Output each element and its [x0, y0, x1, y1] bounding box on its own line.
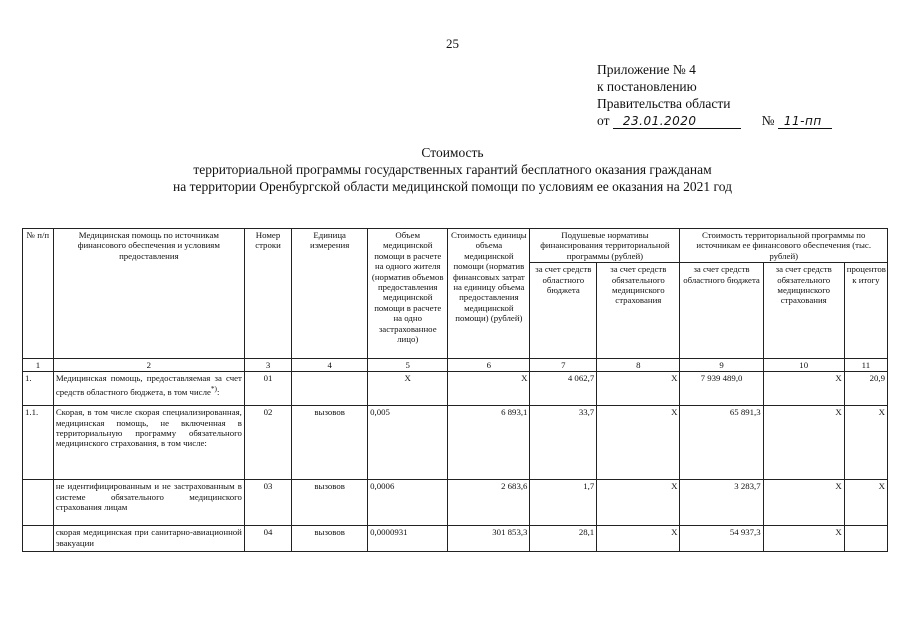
col-number: 7: [530, 359, 597, 372]
cell-total-oms: X: [763, 480, 844, 526]
header-row-1: [23, 229, 888, 263]
title-line-2: территориальной программы государственных гарантий бесплатного оказания гражданам: [193, 162, 712, 177]
header-per-capita: Подушевые нормативы финансирования территориальной программы (рублей): [530, 229, 680, 263]
cell-total-budget: 3 283,7: [680, 480, 763, 526]
col-number: 3: [244, 359, 291, 372]
appendix-line-3: Правительства области: [597, 96, 731, 111]
header-per-capita-oms: за счет средств обязательного медицинского страхования: [597, 263, 680, 359]
header-name: Медицинская помощь по источникам финансового обеспечения и условиям предоставления: [53, 229, 244, 359]
col-number: 5: [368, 359, 448, 372]
cell-unit: вызовов: [292, 526, 368, 552]
cell-unit: [292, 372, 368, 406]
col-number: 10: [763, 359, 844, 372]
appendix-line-1: Приложение № 4: [597, 62, 696, 77]
cell-name-tail: :: [217, 386, 220, 397]
cell-total-percent: [844, 526, 887, 552]
cell-per-capita-oms: X: [597, 372, 680, 406]
title-line-1: Стоимость: [421, 145, 484, 160]
cell-row-number: 02: [244, 406, 291, 480]
cell-volume: 0,005: [368, 406, 448, 480]
cell-num: 1.: [23, 372, 54, 406]
col-number: 2: [53, 359, 244, 372]
cell-unit: вызовов: [292, 406, 368, 480]
table-row: [23, 406, 888, 480]
col-number: 9: [680, 359, 763, 372]
table-row: [23, 372, 888, 406]
cell-per-capita-budget: 28,1: [530, 526, 597, 552]
header-total-percent: процентов к итогу: [844, 263, 887, 359]
cell-total-percent: X: [844, 480, 887, 526]
cell-volume: 0,0006: [368, 480, 448, 526]
cell-cost: 6 893,1: [448, 406, 530, 480]
cell-volume: 0,0000931: [368, 526, 448, 552]
date-prefix: от: [597, 113, 610, 128]
number-prefix: №: [761, 113, 775, 128]
page-number: 25: [446, 36, 459, 51]
header-volume: Объем медицинской помощи в расчете на одного жителя (норматив объемов предоставления медицинской помощи в расчете на одно застрахованное лицо): [368, 229, 448, 359]
col-number: 1: [23, 359, 54, 372]
col-number: 8: [597, 359, 680, 372]
cell-volume: X: [368, 372, 448, 406]
col-number: 11: [844, 359, 887, 372]
cell-cost: 2 683,6: [448, 480, 530, 526]
table-row: [23, 526, 888, 552]
cell-num: 1.1.: [23, 406, 54, 480]
header-num: № п/п: [23, 229, 54, 359]
cell-total-percent: 20,9: [844, 372, 887, 406]
document-title: [0, 144, 905, 195]
cell-name: [53, 372, 244, 406]
col-number: 4: [292, 359, 368, 372]
title-line-3: на территории Оренбургской области медицинской помощи по условиям ее оказания на 2021 год: [173, 179, 732, 194]
column-numbers-row: [23, 359, 888, 372]
appendix-block: [597, 61, 832, 129]
cell-total-oms: X: [763, 526, 844, 552]
cell-per-capita-budget: 1,7: [530, 480, 597, 526]
cell-total-budget: 65 891,3: [680, 406, 763, 480]
header-cost: Стоимость единицы объема медицинской помощи (норматив финансовых затрат на единицу объема предоставления медицинской помощи) (рублей): [448, 229, 530, 359]
header-per-capita-budget: за счет средств областного бюджета: [530, 263, 597, 359]
cell-num: [23, 526, 54, 552]
appendix-date-line: [597, 112, 832, 129]
header-total-oms: за счет средств обязательного медицинского страхования: [763, 263, 844, 359]
cell-total-percent: X: [844, 406, 887, 480]
cell-per-capita-oms: X: [597, 406, 680, 480]
cell-unit: вызовов: [292, 480, 368, 526]
cell-name: не идентифицированным и не застрахованным в системе обязательного медицинского страхования лицам: [53, 480, 244, 526]
cell-cost: 301 853,3: [448, 526, 530, 552]
cell-total-oms: X: [763, 372, 844, 406]
cell-total-budget: 54 937,3: [680, 526, 763, 552]
cell-total-oms: X: [763, 406, 844, 480]
cell-row-number: 03: [244, 480, 291, 526]
cell-row-number: 01: [244, 372, 291, 406]
footnote-mark: *): [210, 383, 217, 393]
handwritten-number: 11-пп: [778, 115, 832, 129]
cell-per-capita-budget: 4 062,7: [530, 372, 597, 406]
cell-name: скорая медицинская при санитарно-авиационной эвакуации: [53, 526, 244, 552]
cell-name-text: Медицинская помощь, предоставляемая за счет средств областного бюджета, в том числе: [55, 373, 242, 397]
header-total-budget: за счет средств областного бюджета: [680, 263, 763, 359]
cell-cost: X: [448, 372, 530, 406]
cell-row-number: 04: [244, 526, 291, 552]
header-row-number: Номер строки: [244, 229, 291, 359]
col-number: 6: [448, 359, 530, 372]
header-unit: Единица измерения: [292, 229, 368, 359]
appendix-line-2: к постановлению: [597, 79, 697, 94]
cell-num: [23, 480, 54, 526]
table-row: [23, 480, 888, 526]
cell-per-capita-budget: 33,7: [530, 406, 597, 480]
cell-total-budget: 7 939 489,0: [680, 372, 763, 406]
header-total: Стоимость территориальной программы по источникам ее финансового обеспечения (тыс. рублей): [680, 229, 888, 263]
cost-table: [22, 228, 888, 552]
cell-per-capita-oms: X: [597, 526, 680, 552]
cell-name: Скорая, в том числе скорая специализированная, медицинская помощь, не включенная в территориальную программу обязательного медицинского страхования, в том числе:: [53, 406, 244, 480]
handwritten-date: 23.01.2020: [613, 115, 741, 129]
cell-per-capita-oms: X: [597, 480, 680, 526]
